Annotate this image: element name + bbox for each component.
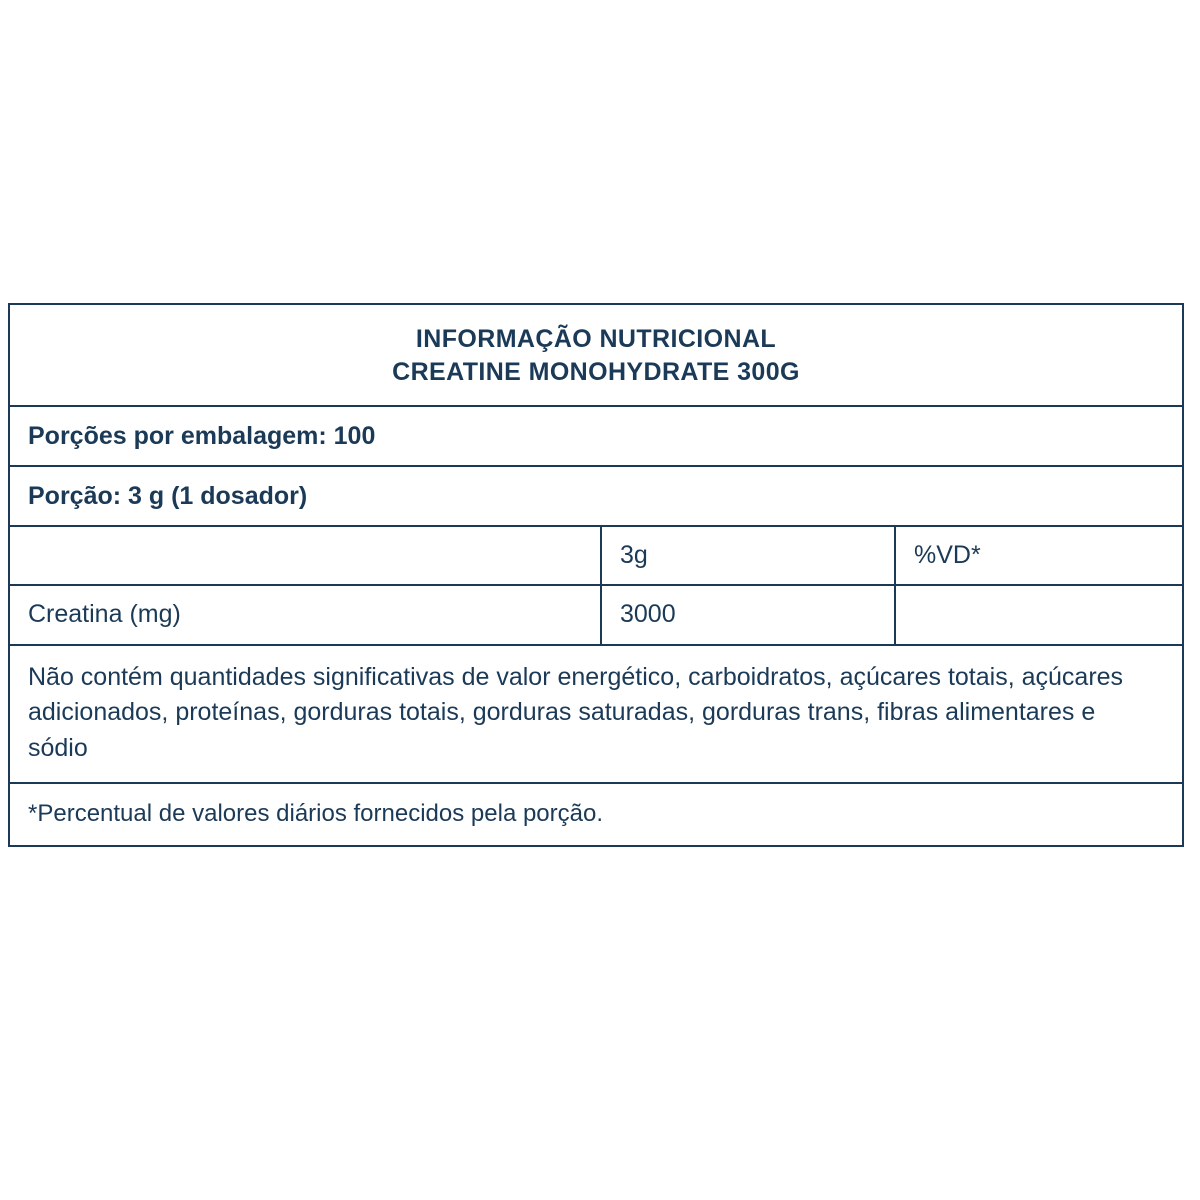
- nutrient-dv-cell: [896, 586, 1182, 643]
- insignificant-amounts-note: Não contém quantidades significativas de valor energético, carboidratos, açúcares totais, açúcares adicionados, proteínas, gorduras totais, gorduras saturadas, gorduras trans, fibras alimentares e sódio: [10, 646, 1182, 785]
- label-title-line-2: CREATINE MONOHYDRATE 300G: [392, 358, 800, 386]
- servings-per-package: Porções por embalagem: 100: [10, 407, 1182, 467]
- nutrient-table-header: [10, 527, 1182, 586]
- header-nutrient-cell: [10, 527, 602, 584]
- daily-values-footnote: *Percentual de valores diários fornecidos pela porção.: [28, 800, 604, 827]
- header-dv-cell: %VD*: [914, 541, 981, 569]
- label-title: [10, 305, 1182, 407]
- nutrient-amount-cell: 3000: [602, 586, 896, 643]
- label-title-line-1: INFORMAÇÃO NUTRICIONAL: [415, 325, 777, 353]
- serving-size: Porção: 3 g (1 dosador): [10, 467, 1182, 527]
- nutrition-facts-label: [8, 303, 1184, 847]
- table-row: [10, 586, 1182, 645]
- header-amount-cell: 3g: [602, 527, 896, 584]
- nutrient-name-cell: Creatina (mg): [10, 586, 602, 643]
